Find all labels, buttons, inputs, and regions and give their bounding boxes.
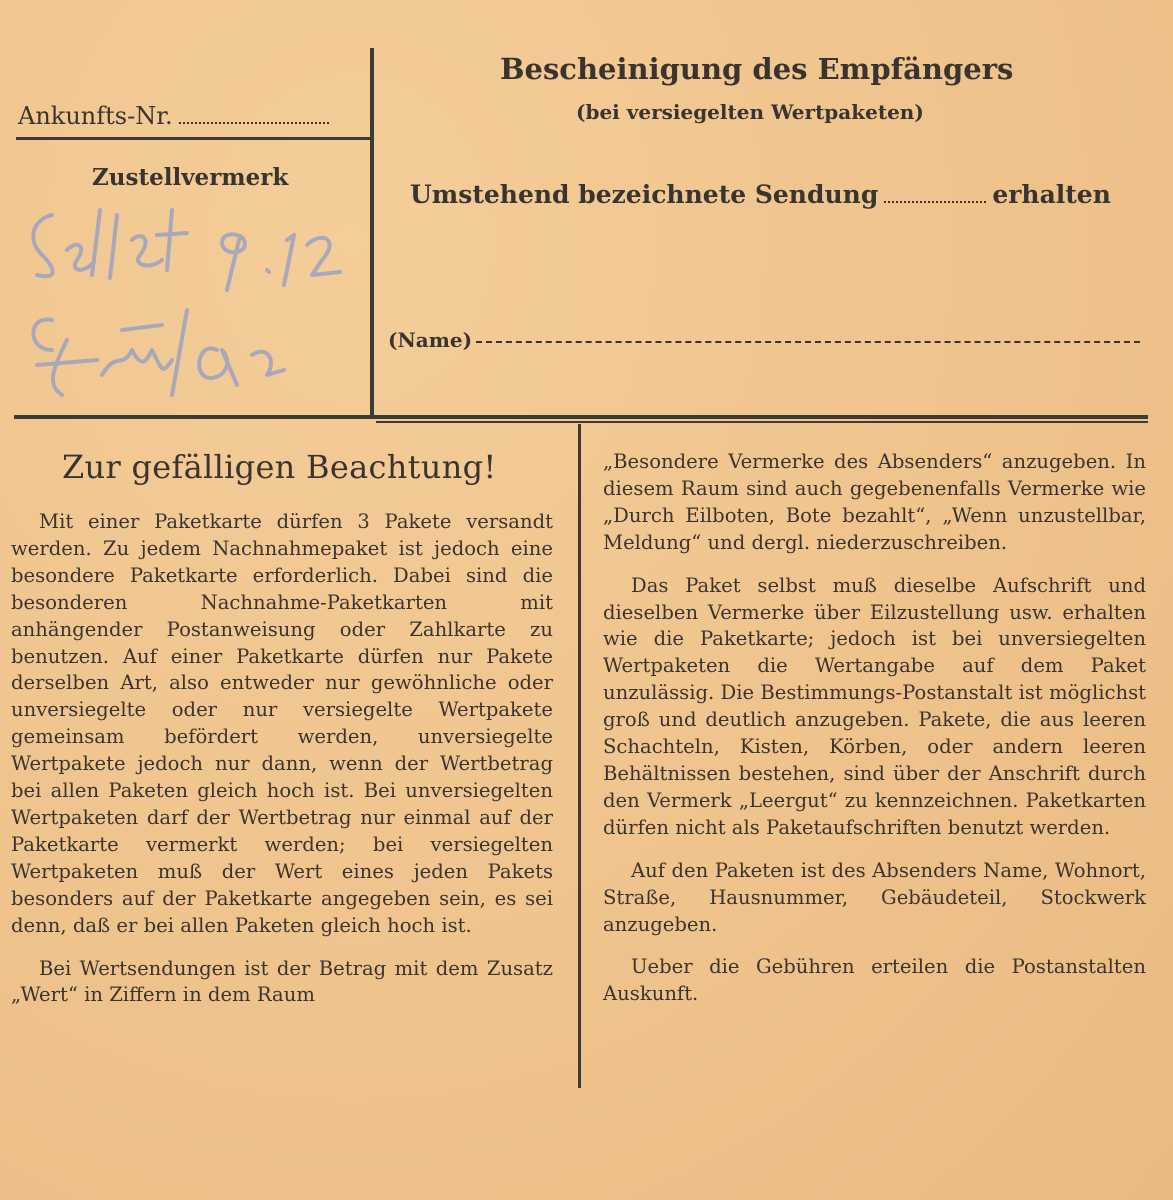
- name-dashed-line: [476, 341, 1140, 343]
- middle-horizontal-divider: [14, 415, 1148, 419]
- notice-heading: Zur gefälligen Beachtung!: [62, 448, 497, 486]
- recipient-certificate-subtitle: (bei versiegelten Wertpaketen): [576, 100, 924, 124]
- shipment-received-line: [410, 180, 1120, 209]
- notice-right-paragraph-1: „Besondere Vermerke des Absenders“ anzugeben. In diesem Raum sind auch gegebenenfalls Vermerke wie „Durch Eilboten, Bote bezahlt“, „Wenn unzustellbar, Meldung“ und dergl. niederzuschreiben.: [603, 450, 1146, 554]
- bottom-vertical-divider: [578, 424, 581, 1088]
- top-vertical-divider: [370, 48, 374, 418]
- sendung-text-start: Umstehend bezeichnete Sendung: [410, 180, 879, 209]
- notice-right-paragraph-4: Ueber die Gebühren erteilen die Postanstalten Auskunft.: [603, 955, 1146, 1006]
- notice-left-paragraph-1: Mit einer Paketkarte dürfen 3 Pakete versandt werden. Zu jedem Nachnahmepaket ist jedoch eine besondere Paketkarte erforderlich. Dabei sind die besonderen Nachnahme-Paketkarten mit anhängender Postanweisung oder Zahlkarte zu benutzen. Auf einer Paketkarte dürfen nur Pakete derselben Art, also entweder nur gewöhnliche oder unversiegelte oder nur versiegelte Wertpakete gemeinsam befördert werden, unversiegelte Wertpakete jedoch nur dann, wenn der Wertbetrag bei allen Paketen gleich hoch ist. Bei unversiegelten Wertpaketen darf der Wertbetrag nur einmal auf der Paketkarte vermerkt werden; bei versiegelten Wertpaketen muß der Wert eines jeden Pakets besonders auf der Paketkarte angegeben sein, es sei denn, daß er bei allen Paketen gleich hoch ist.: [11, 510, 553, 937]
- middle-horizontal-divider-second: [376, 421, 1148, 423]
- ankunft-label: Ankunfts-Nr.: [18, 102, 173, 130]
- notice-right-paragraph-3: Auf den Paketen ist des Absenders Name, Wohnort, Straße, Hausnummer, Gebäudeteil, Stockwerk anzugeben.: [603, 858, 1146, 936]
- ankunft-underline: [16, 137, 370, 140]
- notice-left-column: [11, 509, 553, 1009]
- zustellvermerk-label: Zustellvermerk: [92, 164, 289, 191]
- ankunft-dotted-line: [179, 122, 329, 124]
- handwritten-delivery-note: [22, 200, 362, 410]
- sendung-text-end: erhalten: [992, 180, 1111, 209]
- sendung-dotted-line: [884, 201, 986, 203]
- ankunft-field: [18, 102, 368, 130]
- recipient-certificate-title: Bescheinigung des Empfängers: [500, 52, 1014, 86]
- notice-left-paragraph-2: Bei Wertsendungen ist der Betrag mit dem Zusatz „Wert“ in Ziffern in dem Raum: [11, 956, 553, 1007]
- name-label: (Name): [388, 328, 473, 352]
- notice-right-column: [603, 449, 1146, 1008]
- name-field: [388, 328, 1148, 352]
- notice-right-paragraph-2: Das Paket selbst muß dieselbe Aufschrift und dieselben Vermerke über Eilzustellung usw. erhalten wie die Paketkarte; jedoch ist bei unversiegelten Wertpaketen die Wertangabe auf dem Paket unzulässig. Die Bestimmungs-Postanstalt ist möglichst groß und deutlich anzugeben. Pakete, die aus leeren Schachteln, Kisten, Körben, oder andern leeren Behältnissen bestehen, sind über der Anschrift durch den Vermerk „Leergut“ zu kennzeichnen. Paketkarten dürfen nicht als Paketaufschriften benutzt werden.: [603, 573, 1146, 839]
